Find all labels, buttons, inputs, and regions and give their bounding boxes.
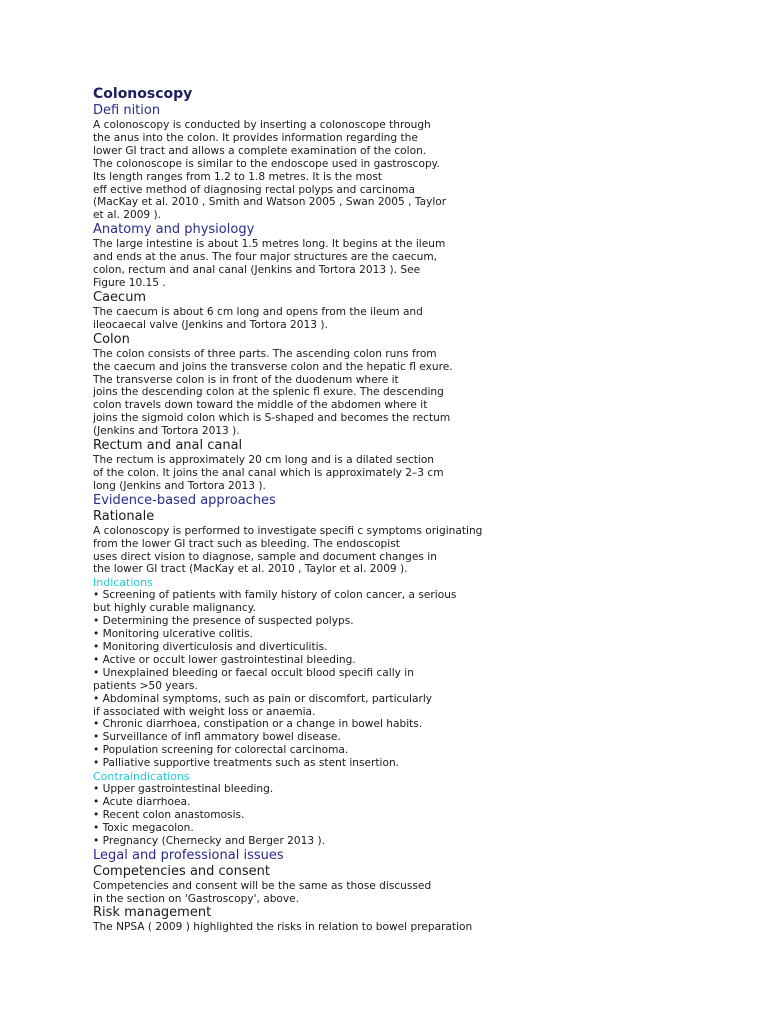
text-line: colon travels down toward the middle of the abdomen where it xyxy=(93,399,428,412)
text-line: • Population screening for colorectal carcinoma. xyxy=(93,744,349,757)
section-heading: Caecum xyxy=(93,289,147,305)
text-line: • Palliative supportive treatments such as stent insertion. xyxy=(93,757,400,770)
text-line: (MacKay et al. 2010 , Smith and Watson 2005 , Swan 2005 , Taylor xyxy=(93,196,447,209)
page-title: Colonoscopy xyxy=(93,86,193,102)
text-line: • Pregnancy (Chernecky and Berger 2013 ). xyxy=(93,834,325,847)
text-line: • Screening of patients with family history of colon cancer, a serious xyxy=(93,589,457,602)
text-line: in the section on 'Gastroscopy', above. xyxy=(93,892,300,905)
paragraph xyxy=(93,783,660,848)
section-heading: Legal and professional issues xyxy=(93,847,284,863)
paragraph xyxy=(93,348,660,438)
section-heading: Rationale xyxy=(93,508,155,524)
text-line: ileocaecal valve (Jenkins and Tortora 2013 ). xyxy=(93,318,328,331)
document-body xyxy=(93,103,660,934)
subheading: Contraindications xyxy=(93,770,190,784)
text-line: eff ective method of diagnosing rectal polyps and carcinoma xyxy=(93,183,415,196)
paragraph xyxy=(93,880,660,906)
text-line: • Monitoring ulcerative colitis. xyxy=(93,628,253,641)
paragraph xyxy=(93,921,660,934)
text-line: (Jenkins and Tortora 2013 ). xyxy=(93,425,240,438)
text-line: • Acute diarrhoea. xyxy=(93,795,191,808)
text-line: The colon consists of three parts. The ascending colon runs from xyxy=(93,347,437,360)
section-heading: Anatomy and physiology xyxy=(93,222,255,238)
text-line: if associated with weight loss or anaemia. xyxy=(93,705,316,718)
text-line: • Upper gastrointestinal bleeding. xyxy=(93,783,274,796)
text-line: • Monitoring diverticulosis and diverticulitis. xyxy=(93,641,328,653)
section-heading: Evidence-based approaches xyxy=(93,492,276,508)
text-line: • Determining the presence of suspected polyps. xyxy=(93,615,354,628)
section-heading: Rectum and anal canal xyxy=(93,438,243,454)
text-line: • Active or occult lower gastrointestinal bleeding. xyxy=(93,653,356,666)
text-line: • Chronic diarrhoea, constipation or a change in bowel habits. xyxy=(93,718,423,731)
section-heading: Risk management xyxy=(93,905,212,921)
text-line: A colonoscopy is conducted by inserting a colonoscope through xyxy=(93,119,431,131)
text-line: • Abdominal symptoms, such as pain or discomfort, particularly xyxy=(93,692,433,705)
text-line: the lower GI tract (MacKay et al. 2010 , Taylor et al. 2009 ). xyxy=(93,563,408,576)
text-line: from the lower GI tract such as bleeding. The endoscopist xyxy=(93,537,400,550)
paragraph xyxy=(93,306,660,332)
text-line: uses direct vision to diagnose, sample and document changes in xyxy=(93,550,437,563)
section-heading: Colon xyxy=(93,331,130,347)
subheading: Indications xyxy=(93,576,153,590)
text-line: A colonoscopy is performed to investigate specifi c symptoms originating xyxy=(93,524,483,537)
text-line: Its length ranges from 1.2 to 1.8 metres. It is the most xyxy=(93,170,383,183)
text-line: The large intestine is about 1.5 metres long. It begins at the ileum xyxy=(93,238,446,251)
paragraph xyxy=(93,238,660,290)
text-line: The rectum is approximately 20 cm long and is a dilated section xyxy=(93,454,435,467)
text-line: The colonoscope is similar to the endoscope used in gastroscopy. xyxy=(93,157,440,170)
text-line: lower GI tract and allows a complete examination of the colon. xyxy=(93,144,427,157)
paragraph xyxy=(93,525,660,577)
text-line: • Toxic megacolon. xyxy=(93,821,194,834)
text-line: Competencies and consent will be the same as those discussed xyxy=(93,879,432,892)
text-line: patients >50 years. xyxy=(93,679,198,692)
text-line: The transverse colon is in front of the duodenum where it xyxy=(93,373,399,386)
paragraph xyxy=(93,454,660,493)
text-line: long (Jenkins and Tortora 2013 ). xyxy=(93,479,266,492)
text-line: the caecum and joins the transverse colon and the hepatic fl exure. xyxy=(93,360,453,373)
text-line: The NPSA ( 2009 ) highlighted the risks in relation to bowel preparation xyxy=(93,921,473,934)
text-line: The caecum is about 6 cm long and opens from the ileum and xyxy=(93,305,423,318)
text-line: Figure 10.15 . xyxy=(93,276,166,289)
section-heading: Competencies and consent xyxy=(93,863,270,879)
text-line: colon, rectum and anal canal (Jenkins and Tortora 2013 ). See xyxy=(93,264,421,277)
text-line: of the colon. It joins the anal canal which is approximately 2–3 cm xyxy=(93,466,444,479)
text-line: but highly curable malignancy. xyxy=(93,602,256,615)
text-line: and ends at the anus. The four major structures are the caecum, xyxy=(93,251,438,264)
text-line: • Surveillance of infl ammatory bowel disease. xyxy=(93,731,341,744)
text-line: • Recent colon anastomosis. xyxy=(93,808,245,821)
paragraph xyxy=(93,119,660,222)
paragraph xyxy=(93,589,660,770)
text-line: et al. 2009 ). xyxy=(93,209,162,222)
text-line: joins the descending colon at the splenic fl exure. The descending xyxy=(93,386,444,399)
text-line: the anus into the colon. It provides information regarding the xyxy=(93,131,418,144)
text-line: joins the sigmoid colon which is S-shaped and becomes the rectum xyxy=(93,412,451,425)
section-heading: Defi nition xyxy=(93,103,161,118)
text-line: • Unexplained bleeding or faecal occult blood specifi cally in xyxy=(93,666,414,679)
